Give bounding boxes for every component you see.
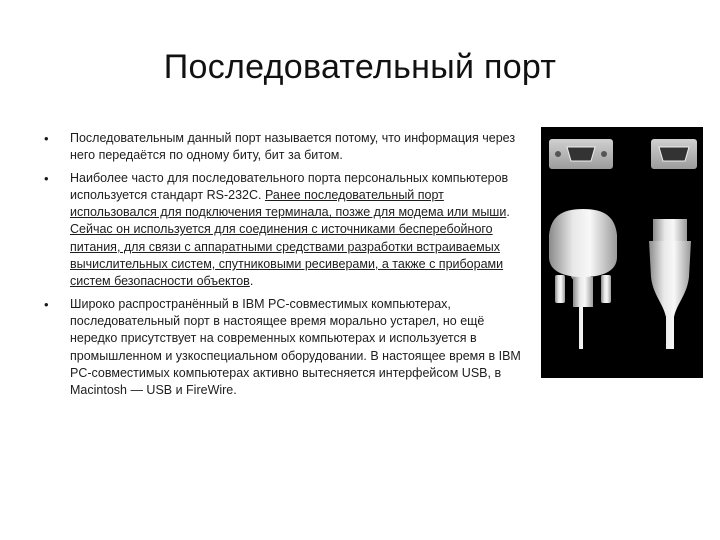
bullet-marker: • xyxy=(44,296,49,312)
slide-title: Последовательный порт xyxy=(163,48,557,86)
bullet-text-segment: Последовательным данный порт называется потому, что информация через него передаётся по одному биту, бит за битом. xyxy=(70,131,516,163)
bullet-text xyxy=(70,170,534,291)
bullet-list xyxy=(44,130,534,404)
usb-connector xyxy=(649,219,691,349)
bullet-text-segment: . xyxy=(506,205,510,220)
bullet-item xyxy=(44,130,534,165)
db9-connector xyxy=(549,209,617,349)
bullet-marker: • xyxy=(44,131,49,146)
bullet-text-segment: Широко распространённый в IBM PC-совместимых компьютерах, последовательный порт в настоящее время морально устарел, но ещё нередко присутствует на современных компьютерах и используется в промышленном и узкоспециальном оборудовании. В настоящее время в IBM PC-совместимых компьютерах активно вытесняется интерфейсом USB, в Macintosh — USB и FireWire. xyxy=(70,296,521,398)
port-plate-left xyxy=(549,139,613,169)
connectors-illustration xyxy=(541,127,703,378)
serial-port-connectors-photo xyxy=(541,127,703,378)
bullet-text-segment: . xyxy=(249,274,254,289)
bullet-text xyxy=(70,296,534,400)
bullet-item xyxy=(44,170,534,291)
bullet-item xyxy=(44,296,534,400)
bullet-text xyxy=(70,130,534,165)
bullet-marker: • xyxy=(44,170,49,186)
underlined-text-segment: Ранее последовательный порт использовался для подключения терминала, позже для модема или мыши xyxy=(70,187,507,220)
port-plate-right xyxy=(651,139,697,169)
underlined-text-segment: Сейчас он используется для соединения с источниками бесперебойного питания, для связи с аппаратными средствами разработки встраиваемых вычислительных систем, спутниковыми ресиверами, а также с приборами систем безопасности объектов xyxy=(70,222,504,289)
bullet-text-segment: Наиболее часто для последовательного порта персональных компьютеров используется стандарт RS-232C. xyxy=(70,170,509,202)
